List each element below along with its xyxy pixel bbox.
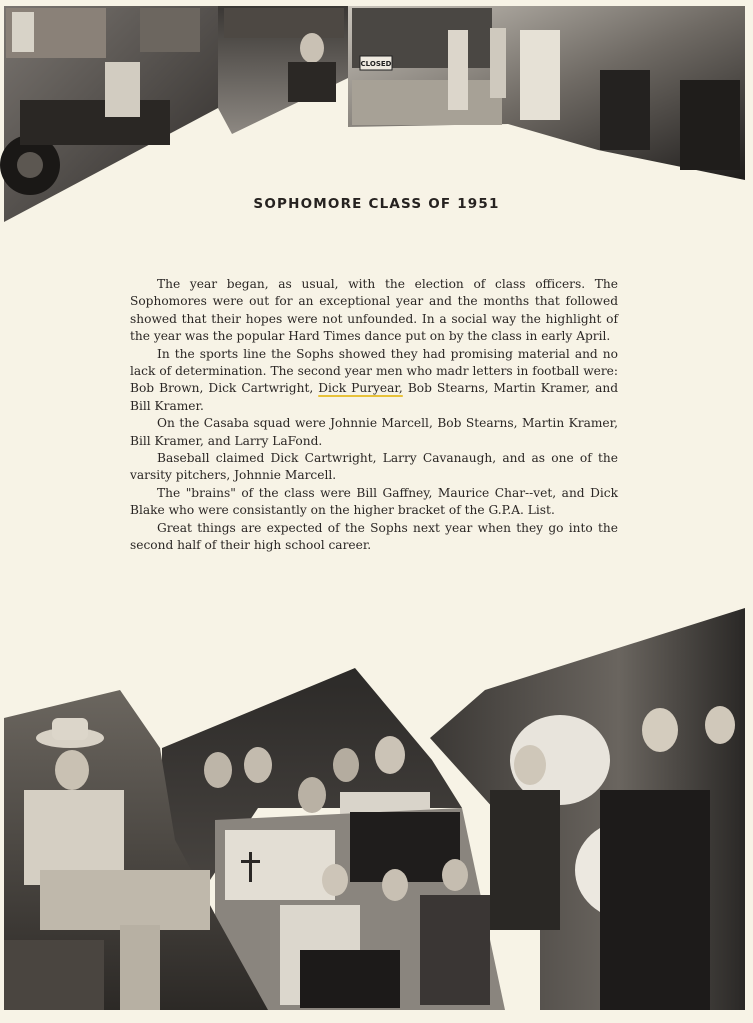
paragraph-officers: The year began, as usual, with the election of class officers. The Sophomores were out for an exceptional year and the months that followed showed that their hopes were not unfounded. In a social way the highlight of the year was the popular Hard Times dance put on by the class in early April. — [130, 277, 618, 344]
bottom-photo-collage — [4, 608, 745, 1010]
paragraph-baseball: Baseball claimed Dick Cartwright, Larry Cavanaugh, and as one of the varsity pitchers, Johnnie Marcell. — [130, 451, 618, 483]
paragraph-casaba: On the Casaba squad were Johnnie Marcell, Bob Stearns, Martin Kramer, Bill Kramer, and Larry LaFond. — [130, 416, 618, 448]
sports-text-continued: Bob Stearns, Martin Kramer, and Bill Kramer. — [130, 381, 619, 413]
article-body — [130, 276, 618, 555]
highlighted-name: Dick Puryear, — [318, 381, 403, 396]
closed-sign-text: CLOSED — [360, 60, 392, 68]
paragraph-sports — [130, 346, 618, 416]
paragraph-brains: The "brains" of the class were Bill Gaffney, Maurice Char--vet, and Dick Blake who were consistantly on the higher bracket of the G.P.A. List. — [130, 485, 618, 518]
sports-text: In the sports line the Sophs showed they had promising material and no lack of determination. The second year men who madr letters in football were: Bob Brown, Dick Cartwright, — [130, 346, 618, 396]
paragraph-future: Great things are expected of the Sophs next year when they go into the second half of their high school career. — [130, 520, 618, 553]
top-photo-strip — [0, 6, 745, 222]
page-title: SOPHOMORE CLASS OF 1951 — [253, 196, 500, 212]
